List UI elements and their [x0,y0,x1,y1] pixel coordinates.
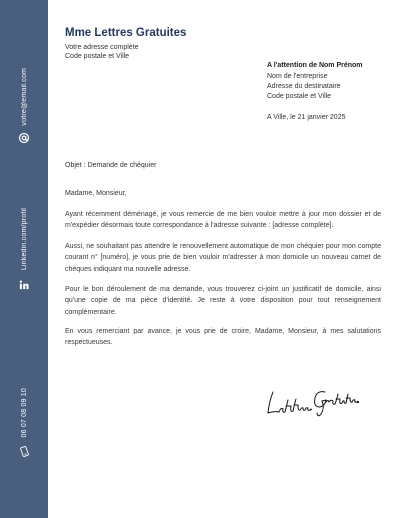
phone-contact[interactable] [0,388,48,457]
email-text[interactable]: votre@email.com [20,68,28,126]
phone-text[interactable]: 06 07 08 09 10 [20,388,28,438]
contact-sidebar [0,0,48,518]
handwritten-signature [265,382,360,422]
recipient-attention: A l'attention de Nom Prénom [267,62,363,69]
linkedin-text[interactable]: Linkedin.com/profil [20,208,28,271]
recipient-company: Nom de l'entreprise [267,73,328,80]
salutation: Madame, Monsieur, [65,190,127,197]
at-icon [18,132,30,144]
phone-icon [19,446,30,457]
paragraph-4: En vous remerciant par avance, je vous prie de croire, Madame, Monsieur, à mes salutations respectueuses. [65,328,381,347]
email-contact[interactable] [0,68,48,144]
paragraph-1: Ayant récemment déménagé, je vous remercie de me bien vouloir mettre à jour mon dossier et de m'expédier désormais toute correspondance à l'adresse suivante : [adresse complète]. [65,211,381,230]
recipient-postal: Code postale et Ville [267,93,332,100]
recipient-block [267,62,363,102]
recipient-address: Adresse du destinataire [267,83,341,90]
sender-address: Votre adresse complète [65,44,139,51]
sender-postal: Code postale et Ville [65,53,130,60]
paragraph-2: Aussi, ne souhaitant pas attendre le renouvellement automatique de mon chéquier pour mon compte courant n° [numéro], je vous prie de bien vouloir m'adresser à mon domicile un nouveau carnet de chèques indiquant ma nouvelle adresse. [65,243,381,273]
letter-date: A Ville, le 21 janvier 2025 [267,114,346,121]
letter-object: Objet : Demande de chéquier [65,162,157,169]
linkedin-icon [19,280,29,290]
sender-name: Mme Lettres Gratuites [65,27,187,39]
letter-page [48,0,400,518]
linkedin-contact[interactable] [0,208,48,290]
paragraph-3: Pour le bon déroulement de ma demande, vous trouverez ci-joint un justificatif de domicile, ainsi qu'une copie de ma pièce d'identité. Je reste à votre disposition pour tout renseignement complémentaire. [65,286,381,316]
